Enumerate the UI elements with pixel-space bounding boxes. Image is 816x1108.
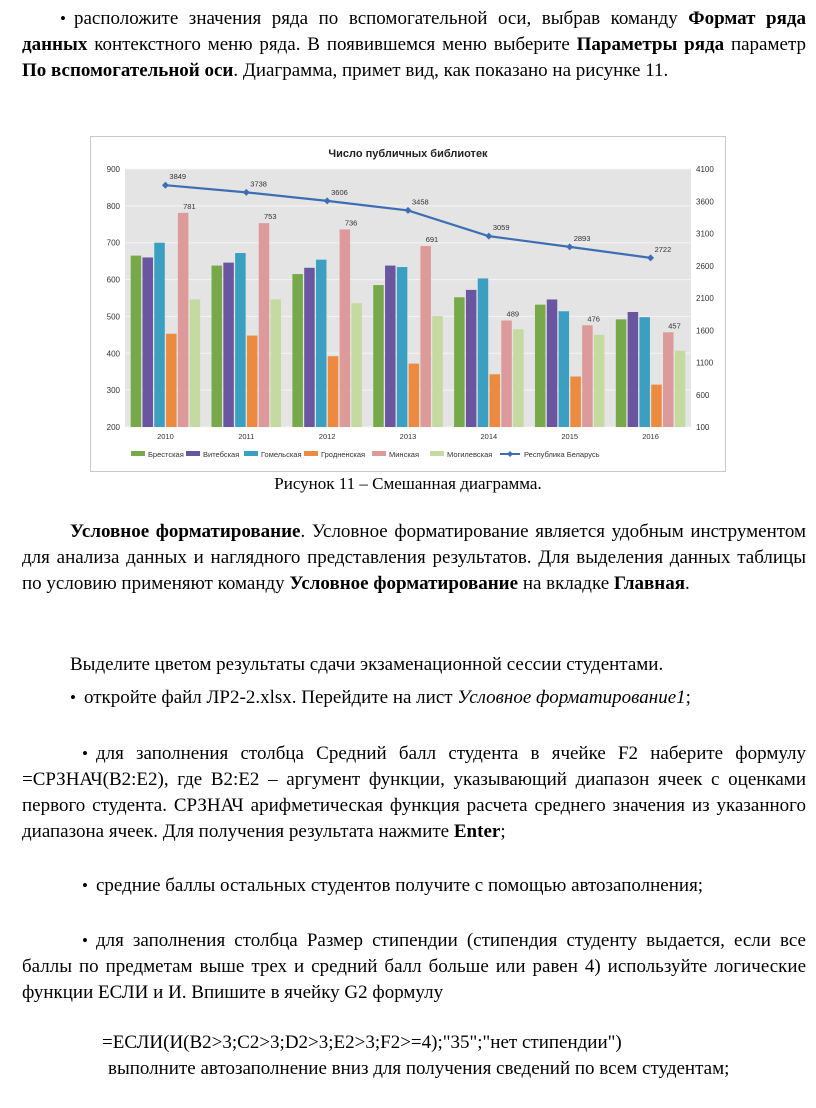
bar [559,311,570,427]
text-span: на вкладке [518,573,614,594]
y-right-tick-label: 2100 [696,294,714,303]
y-left-tick-label: 900 [106,165,120,174]
bar [316,260,327,427]
y-right-tick-label: 3100 [696,229,714,239]
x-tick-label: 2015 [561,432,579,441]
legend-label: Могилевская [447,450,493,459]
bar-data-label: 736 [344,218,358,228]
formula-line: =ЕСЛИ(И(B2>3;C2>3;D2>3;E2>3;F2>=4);"35";"нет стипендии") [102,1032,622,1053]
paragraph-conditional-formatting [22,519,806,597]
bar [663,332,674,427]
legend-swatch [304,451,318,456]
bar [142,257,153,427]
y-right-tick-label: 2600 [696,261,714,271]
x-tick-label: 2014 [480,432,498,441]
x-tick-label: 2011 [238,432,255,441]
bar-data-label: 476 [587,314,600,324]
bar [513,329,524,427]
bar [478,278,489,427]
y-left-tick-label: 200 [106,423,120,432]
paragraph-open-file [22,685,806,711]
text-span: расположите значения ряда по вспомогательной оси, выбрав команду [73,8,689,29]
bar-data-label: 457 [668,321,681,331]
line-data-label: 3849 [169,172,187,182]
bar [616,319,627,427]
bar [373,285,384,427]
line-data-label: 3606 [331,187,348,197]
legend-swatch [186,451,200,456]
bold-command: Условное форматирование [289,573,519,594]
text-span: откройте файл ЛР2-2.xlsx. Перейдите на лист [83,687,458,708]
legend-label: Гомельская [261,450,302,459]
bar [154,243,165,427]
bar [223,263,234,427]
x-tick-label: 2010 [157,432,174,441]
paragraph-fill-down: выполните автозаполнение вниз для получения сведений по всем студентам; [108,1058,730,1079]
text-span: . Диаграмма, примет вид, как показано на рисунке 11. [233,60,669,81]
bar [247,336,258,427]
legend-swatch [372,451,386,456]
bar [651,385,662,427]
y-left-tick-label: 300 [106,386,120,396]
line-data-label: 3059 [492,223,510,233]
line-data-label: 2722 [654,244,672,254]
bar [259,223,270,427]
bar [340,229,351,427]
bar-data-label: 781 [183,201,196,211]
bold-tab: Главная [613,573,685,594]
bar [131,256,142,427]
bar [397,267,408,427]
line-data-label: 2893 [573,233,591,243]
legend-marker [507,451,513,457]
paragraph-scholarship: • для заполнения столбца Размер стипендии (стипендия студенту выдается, если все баллы по предметам выше трех и средний балл больше или равен 4) используйте логические функции ЕСЛИ и И. Впишите в ячейку G2 формулу [22,928,806,1006]
bar [271,299,282,427]
y-right-tick-label: 3600 [696,197,714,207]
text-span: ; [685,687,691,708]
bar [466,290,477,427]
bar [178,213,189,427]
sheet-name: Условное форматирование1 [457,687,686,708]
bar [454,297,465,427]
bar [582,325,593,427]
bar [535,305,546,427]
legend-label: Гродненская [321,450,366,459]
y-right-tick-label: 1600 [696,326,714,336]
y-right-tick-label: 4100 [696,165,714,174]
bar [675,351,686,427]
y-left-tick-label: 700 [106,238,120,248]
bar [351,303,362,427]
legend-swatch [244,451,258,456]
text-span: контекстного меню ряда. В появившемся меню выберите [87,34,577,55]
paragraph-task: Выделите цветом результаты сдачи экзаменационной сессии студентами. [70,654,664,675]
text-span: . [684,573,690,594]
legend-label: Витебская [203,450,240,459]
text-span: для заполнения столбца Средний балл студента в ячейке F2 наберите формулу =СРЗНАЧ(B2:E2), где B2:E2 – аргумент функции, указывающий диапазон ячеек с оценками первого студента. СРЗНАЧ арифметическая функция расчета среднего значения из указанного диапазона ячеек. Для получения результата нажмите [22,743,806,842]
y-left-tick-label: 400 [106,349,120,359]
x-tick-label: 2012 [318,432,336,441]
text-span: . Условное форматирование является удобным инструментом для анализа данных и наглядного представления результатов. Для выделения данных таблицы по условию применяют команду [22,521,806,594]
x-tick-label: 2016 [642,432,659,441]
figure-mixed-chart [90,136,726,472]
bold-key: Enter [453,821,501,842]
bar [304,268,315,427]
text-span: параметр [724,34,806,55]
bar-data-label: 691 [425,235,439,245]
legend-label: Республика Беларусь [524,450,600,459]
bar [639,317,650,427]
y-left-tick-label: 600 [106,275,120,285]
y-right-tick-label: 600 [696,390,710,400]
bar [570,377,581,427]
bar [594,335,605,427]
bar-data-label: 753 [263,212,277,222]
paragraph-average [22,741,806,845]
bar [166,334,177,427]
bar [212,266,223,427]
bar [490,374,501,427]
x-tick-label: 2013 [399,432,417,441]
bold-term: Условное форматирование [70,521,301,542]
legend-label: Минская [389,450,420,459]
bar [432,316,443,427]
bar [328,356,339,427]
bar [292,274,303,427]
line-data-label: 3738 [250,179,267,189]
bold-command: Формат ряда данных [22,8,806,55]
bar [420,246,431,427]
bar [547,299,558,427]
figure-caption: Рисунок 11 – Смешанная диаграмма. [274,474,542,493]
y-right-tick-label: 100 [696,423,710,432]
text-span: ; [500,821,506,842]
bar [628,312,639,427]
bold-command: По вспомогательной оси [22,60,234,81]
legend-swatch [131,451,145,456]
bar [190,299,201,427]
legend-swatch [430,451,444,456]
y-right-tick-label: 1100 [696,358,714,368]
legend-label: Брестская [148,450,184,459]
bar [409,364,420,427]
chart-title: Число публичных библиотек [328,148,488,160]
bar [385,266,396,427]
line-data-label: 3458 [412,197,429,207]
paragraph-series-axis [22,6,806,84]
bar-data-label: 489 [506,309,520,319]
bar [501,320,512,427]
bold-command: Параметры ряда [576,34,725,55]
paragraph-autofill: • средние баллы остальных студентов получите с помощью автозаполнения; [22,873,806,899]
bar [235,253,246,427]
y-left-tick-label: 500 [106,312,120,322]
y-left-tick-label: 800 [106,201,120,211]
mixed-chart [91,137,725,471]
